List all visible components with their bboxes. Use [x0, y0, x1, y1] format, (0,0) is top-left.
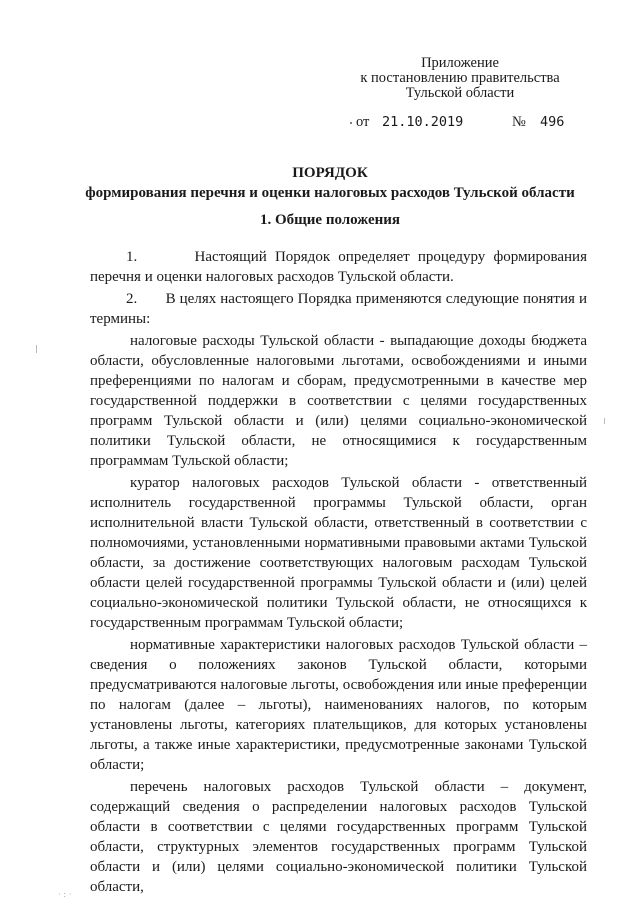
definition-list: перечень налоговых расходов Тульской области – документ, содержащий сведения о распределении налоговых расходов Тульской области в соответствии с целями государственных программ Тульской области, структурных элементов государственных программ Тульской области и (или) целями социально-экономической политики Тульской области, [90, 779, 587, 895]
definition-normative-characteristics: нормативные характеристики налоговых расходов Тульской области – сведения о положениях законов Тульской области, которыми предусматриваются налоговые льготы, освобождения или иные преференции по налогам (далее – льготы), наименованиях налогов, по которым установлены льготы, категориях плательщиков, для которых установлены льготы, а также иные характеристики, предусмотренные законами Тульской области; [90, 637, 587, 773]
section-heading: 1. Общие положения [259, 212, 401, 228]
title-subtitle: формирования перечня и оценки налоговых расходов Тульской области [85, 185, 575, 201]
document-number: 496 [540, 114, 565, 130]
number-sign: № [512, 114, 526, 130]
appendix-line-1: Приложение [421, 55, 499, 71]
appendix-line-3: Тульской области [405, 85, 515, 101]
appendix-line-2: к постановлению правительства [360, 70, 560, 86]
document-body [90, 247, 587, 897]
document-title [60, 163, 600, 203]
scan-corner-dots: ·:· [58, 890, 75, 899]
document-date: 21.10.2019 [382, 114, 464, 130]
definition-tax-expenses: налоговые расходы Тульской области - выпадающие доходы бюджета области, обусловленные налоговыми льготами, освобождениями и иными преференциями по налогам и сборам, предусмотренными в качестве мер государственной поддержки в соответствии с целями государственных программ Тульской области и (или) целями социально-экономической политики Тульской области, не относящимися к государственным программам Тульской области; [90, 333, 587, 469]
date-number-line [348, 114, 578, 134]
date-prefix: от [356, 114, 370, 130]
title-main: ПОРЯДОК [292, 165, 368, 181]
appendix-block [340, 56, 580, 101]
scan-mark [36, 345, 37, 353]
definition-curator: куратор налоговых расходов Тульской области - ответственный исполнитель государственной программы Тульской области, орган исполнительной власти Тульской области, ответственный в соответствии с полномочиями, установленными нормативными правовыми актами Тульской области, за достижение соответствующих налоговым расходам Тульской области целей государственной программы Тульской области и (или) целей социально-экономической политики Тульской области, не относящихся к государственным программам Тульской области; [90, 475, 587, 631]
paragraph-1: 1. Настоящий Порядок определяет процедуру формирования перечня и оценки налоговых расходов Тульской области. [90, 249, 587, 285]
paragraph-2: 2. В целях настоящего Порядка применяются следующие понятия и термины: [90, 291, 587, 327]
scan-mark [604, 418, 605, 424]
